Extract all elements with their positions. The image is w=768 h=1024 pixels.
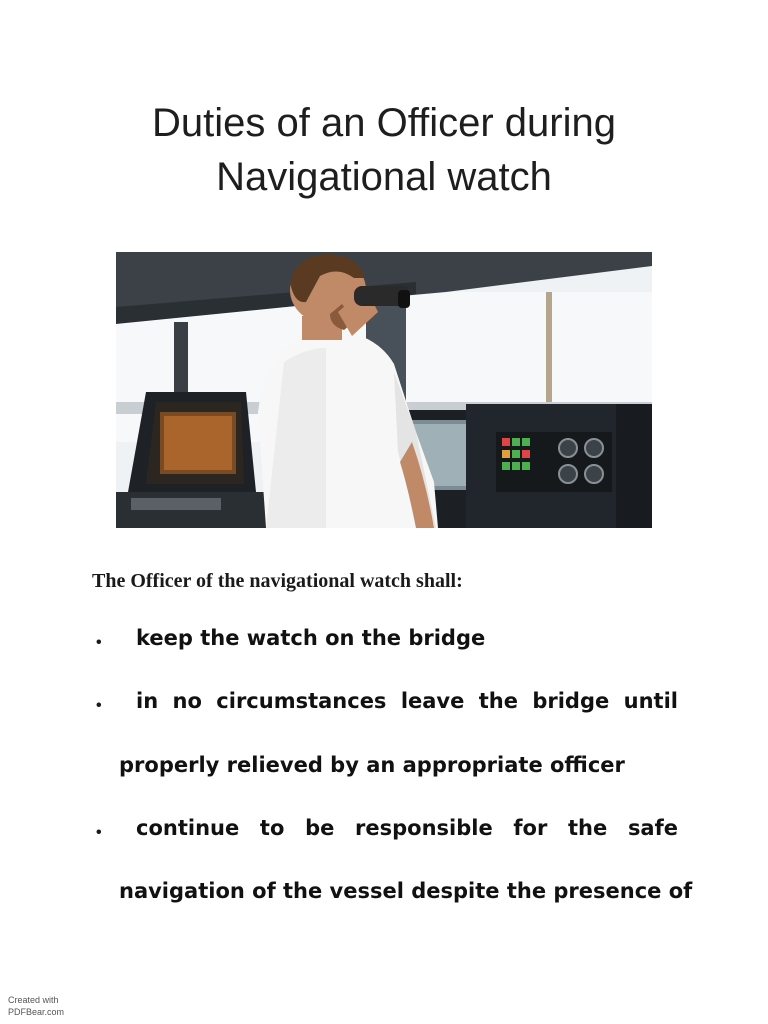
watermark-line-2: PDFBear.com: [8, 1007, 65, 1017]
bullet-2-line-2: properly relieved by an appropriate officer: [119, 753, 625, 777]
word: responsible: [355, 816, 493, 840]
word: the: [478, 689, 518, 713]
bullet-dot: •: [96, 697, 102, 714]
watermark-line-1: Created with: [8, 995, 59, 1005]
bullet-2-line-1: [136, 689, 678, 713]
word: no: [172, 689, 202, 713]
word: for: [513, 816, 548, 840]
bullet-dot: •: [96, 634, 102, 651]
word: to: [259, 816, 285, 840]
officer-on-bridge-photo: [116, 252, 652, 528]
word: safe: [627, 816, 678, 840]
bullet-1-line-1: keep the watch on the bridge: [136, 626, 486, 650]
bullet-3-line-2: navigation of the vessel despite the presence of: [119, 879, 693, 903]
intro-text: The Officer of the navigational watch shall:: [92, 570, 463, 592]
word: in: [136, 689, 159, 713]
word: bridge: [532, 689, 610, 713]
creator-watermark: [8, 994, 64, 1018]
page-title-line-1: Duties of an Officer during: [152, 101, 616, 145]
word: leave: [400, 689, 465, 713]
bridge-scene-illustration: [116, 252, 652, 528]
word: be: [305, 816, 335, 840]
page-title: [0, 96, 768, 204]
bullet-3-line-1: [136, 816, 678, 840]
page-title-line-2: Navigational watch: [216, 155, 552, 199]
bullet-dot: •: [96, 824, 102, 841]
word: the: [568, 816, 608, 840]
word: continue: [136, 816, 240, 840]
word: until: [623, 689, 678, 713]
word: circumstances: [216, 689, 387, 713]
